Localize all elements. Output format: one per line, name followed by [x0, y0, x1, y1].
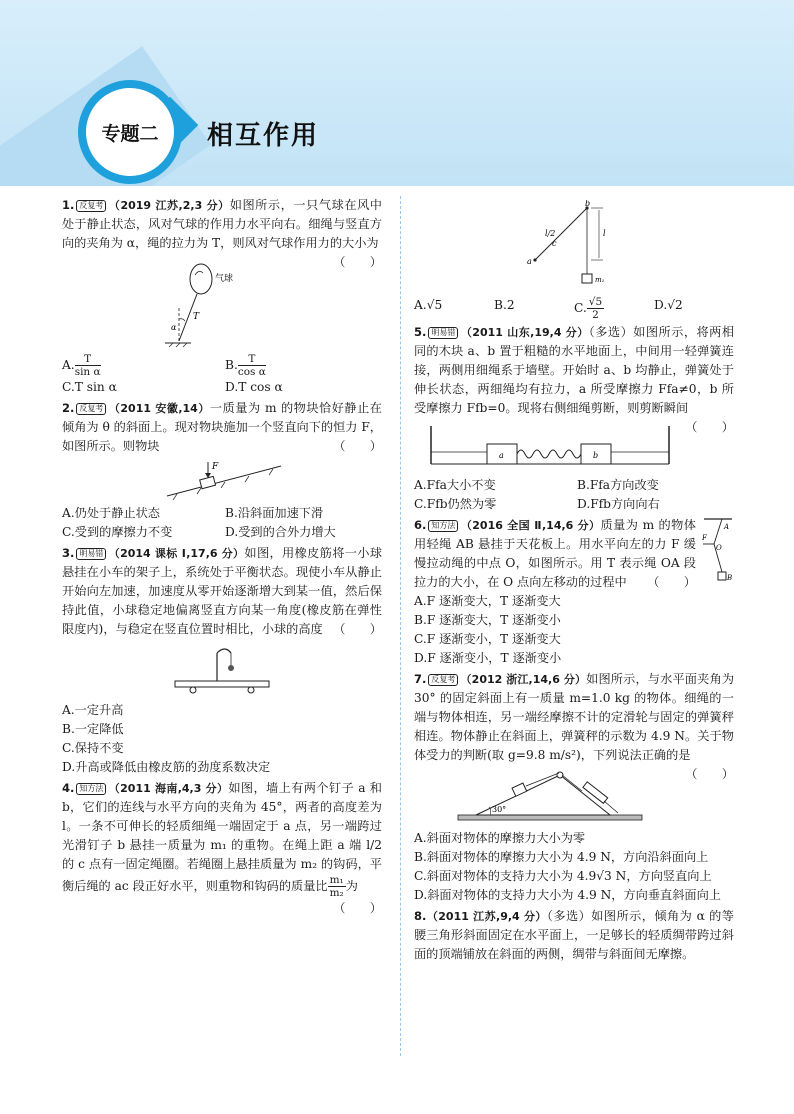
option-d: D.T cos α	[225, 380, 283, 394]
label-l2: l/2	[545, 229, 556, 238]
options	[62, 701, 382, 777]
label-B: B	[727, 574, 733, 582]
option-c: C.保持不变	[62, 741, 124, 755]
question-number: 2.	[62, 401, 75, 415]
question-number: 6.	[414, 518, 427, 532]
options	[414, 829, 734, 905]
question-source: （2016 全国 Ⅱ,14,6 分）	[460, 519, 601, 532]
options	[414, 592, 734, 668]
question-number: 1.	[62, 198, 75, 212]
question-source: （2011 江苏,9,4 分）	[426, 910, 547, 923]
chapter-badge: 专题二	[86, 88, 174, 176]
option-a: A.仍处于静止状态	[62, 506, 160, 520]
answer-paren: （ ）	[333, 439, 382, 453]
option-d: D.升高或降低由橡皮筋的劲度系数决定	[62, 760, 271, 774]
label-F: F	[702, 534, 707, 542]
tag-badge: 知方法	[428, 520, 458, 532]
option-c: C.T sin α	[62, 380, 117, 394]
label-T: T	[192, 312, 199, 322]
answer-paren: （ ）	[333, 622, 382, 636]
question-source: （2011 安徽,14）	[108, 402, 210, 415]
balloon-figure	[143, 257, 253, 349]
tag-badge: 明易错	[76, 548, 106, 560]
question-number: 5.	[414, 325, 427, 339]
answer-paren: （ ）	[685, 420, 734, 434]
question-source: （2014 课标 Ⅰ,17,6 分）	[108, 547, 245, 560]
option-a: A.√5	[414, 298, 443, 312]
option-a: A.斜面对物体的摩擦力大小为零	[414, 831, 586, 845]
question-number: 7.	[414, 672, 427, 686]
question-7	[414, 670, 734, 905]
answer-paren: （ ）	[333, 901, 382, 915]
tag-badge: 反复考	[76, 403, 106, 415]
question-text: 如图所示，一只气球在风中处于静止状态，风对气球的作用力水平向右。细绳与竖直方向的夹角为 α，绳的拉力为 T，则风对气球作用力的大小为	[62, 198, 382, 250]
tag-badge: 反复考	[76, 200, 106, 212]
option-d: D.Ffb方向向右	[577, 497, 660, 511]
tag-badge: 明易错	[428, 327, 458, 339]
label-m1: m₁	[595, 276, 605, 284]
answer-paren: （ ）	[333, 255, 382, 269]
label-b: b	[592, 451, 598, 460]
question-text: （多选）如图所示，倾角为 α 的等腰三角形斜面固定在水平面上，一足够长的轻质绸带跨过斜面的顶端铺放在斜面的两侧，绸带与斜面间无摩擦。	[414, 909, 734, 961]
mass-ratio: $\frac{\text{m₁}}{\text{m₂}}$	[329, 874, 344, 899]
label-balloon: 气球	[214, 274, 233, 284]
question-6	[414, 516, 734, 668]
option-a: A. $\frac{T}{\text{sin α}}$	[62, 353, 101, 378]
question-source: （2012 浙江,14,6 分）	[460, 673, 587, 686]
option-b: B.F 逐渐变大，T 逐渐变小	[414, 613, 561, 627]
spring-figure	[425, 422, 675, 472]
question-source: （2019 江苏,2,3 分）	[108, 199, 230, 212]
options	[62, 353, 382, 397]
option-d: D.受到的合外力增大	[225, 525, 336, 539]
option-d: D.F 逐渐变小，T 逐渐变小	[414, 651, 562, 665]
label-A: A	[724, 523, 730, 531]
option-b: B.Ffa方向改变	[577, 478, 659, 492]
label-b: b	[585, 200, 591, 208]
option-b: B.斜面对物体的摩擦力大小为 4.9 N，方向沿斜面向上	[414, 850, 709, 864]
options	[414, 476, 734, 514]
fraction: $\frac{T}{\text{sin α}}$	[74, 353, 101, 378]
rope-figure	[700, 516, 734, 588]
left-column	[62, 196, 382, 918]
question-4-continued	[414, 200, 734, 321]
option-c: C.斜面对物体的支持力大小为 4.9√3 N，方向竖直向上	[414, 869, 712, 883]
tag-badge: 知方法	[76, 783, 106, 795]
option-a: A.F 逐渐变大，T 逐渐变大	[414, 594, 561, 608]
question-source: （2011 海南,4,3 分）	[108, 782, 229, 795]
option-b: B.一定降低	[62, 722, 124, 736]
label-a: a	[527, 257, 532, 266]
question-source: （2011 山东,19,4 分）	[460, 326, 589, 339]
chapter-title: 相互作用	[207, 121, 320, 151]
label-angle: 30°	[491, 805, 506, 814]
option-b: B.沿斜面加速下滑	[225, 506, 324, 520]
question-3	[62, 544, 382, 777]
label-c: c	[552, 239, 557, 248]
question-1	[62, 196, 382, 397]
option-d: D.√2	[654, 298, 683, 312]
label-l: l	[603, 229, 606, 238]
fraction: $\frac{T}{\text{cos α}}$	[237, 353, 266, 378]
fraction: $\frac{√5}{2}$	[588, 296, 603, 321]
question-text: 如图，墙上有两个钉子 a 和 b，它们的连线与水平方向的夹角为 45°，两者的高度差为 l。一条不可伸长的轻质细绳一端固定于 a 点，另一端跨过光滑钉子 b 悬挂一质量为 m₁ 的重物。在绳上距 a 端 l/2 的 c 点有一固定绳圈。若绳圈上悬挂质量为 m₂ 的钩码，平衡后绳的 ac 段正好水平，则重物和钩码的质量比	[62, 781, 382, 893]
options	[62, 504, 382, 542]
question-number: 4.	[62, 781, 75, 795]
option-c: C.Ffb仍然为零	[414, 497, 497, 511]
question-number: 8.	[414, 909, 427, 923]
label-F: F	[212, 462, 219, 472]
question-5	[414, 323, 734, 514]
option-c: C.F 逐渐变小，T 逐渐变大	[414, 632, 561, 646]
question-4	[62, 779, 382, 915]
answer-paren: （ ）	[685, 767, 734, 781]
question-text: （多选）如图所示，将两相同的木块 a、b 置于粗糙的水平地面上，中间用一轻弹簧连接，两侧用细绳系于墙壁。开始时 a、b 均静止，弹簧处于伸长状态，两细绳均有拉力，a 所受摩擦力 Ffa≠0，b 所受摩擦力 Ffb=0。现将右侧细绳剪断，则剪断瞬间	[414, 325, 735, 415]
option-a: A.Ffa大小不变	[414, 478, 496, 492]
question-tail: 为	[345, 879, 358, 893]
answer-paren: （ ）	[647, 575, 696, 589]
cart-figure	[167, 643, 277, 697]
option-b: B. $\frac{T}{\text{cos α}}$	[225, 353, 266, 378]
question-text: 如图，用橡皮筋将一小球悬挂在小车的架子上，系统处于平衡状态。现使小车从静止开始向左加速，加速度从零开始逐渐增大到某一值，然后保持此值，小球稳定地偏离竖直方向某一角度(橡皮筋在弹性限度内)，与稳定在竖直位置时相比，小球的高度	[62, 546, 383, 636]
right-column	[414, 196, 734, 966]
question-text: 如图所示，与水平面夹角为 30° 的固定斜面上有一质量 m=1.0 kg 的物体。细绳的一端与物体相连，另一端经摩擦不计的定滑轮与固定的弹簧秤相连。物体静止在斜面上，弹簧秤的示数为 4.9 N。关于物体受力的判断(取 g=9.8 m/s²)，下列说法正确的是	[414, 672, 735, 762]
options	[414, 296, 734, 321]
option-a: A.一定升高	[62, 703, 124, 717]
nail-figure	[519, 200, 629, 292]
question-2	[62, 399, 382, 542]
question-text: 质量为 m 的物体用轻绳 AB 悬挂于天花板上。用水平向左的力 F 缓慢拉动绳的中点 O，如图所示。用 T 表示绳 OA 段拉力的大小，在 O 点向左移动的过程中	[414, 518, 696, 589]
tag-badge: 反复考	[428, 674, 458, 686]
column-divider	[400, 196, 401, 1056]
question-8	[414, 907, 734, 964]
question-text: 一质量为 m 的物块恰好静止在倾角为 θ 的斜面上。现对物块施加一个竖直向下的恒力 F，如图所示。则物块	[62, 401, 382, 453]
question-number: 3.	[62, 546, 75, 560]
option-d: D.斜面对物体的支持力大小为 4.9 N，方向垂直斜面向上	[414, 888, 721, 902]
incline-figure	[157, 460, 287, 500]
scale-figure	[450, 769, 650, 825]
label-O: O	[716, 544, 722, 552]
label-alpha: α	[170, 323, 177, 332]
option-c: C.受到的摩擦力不变	[62, 525, 173, 539]
label-a: a	[498, 451, 504, 460]
option-b: B.2	[494, 298, 515, 312]
option-c: C. $\frac{√5}{2}$	[574, 296, 603, 321]
